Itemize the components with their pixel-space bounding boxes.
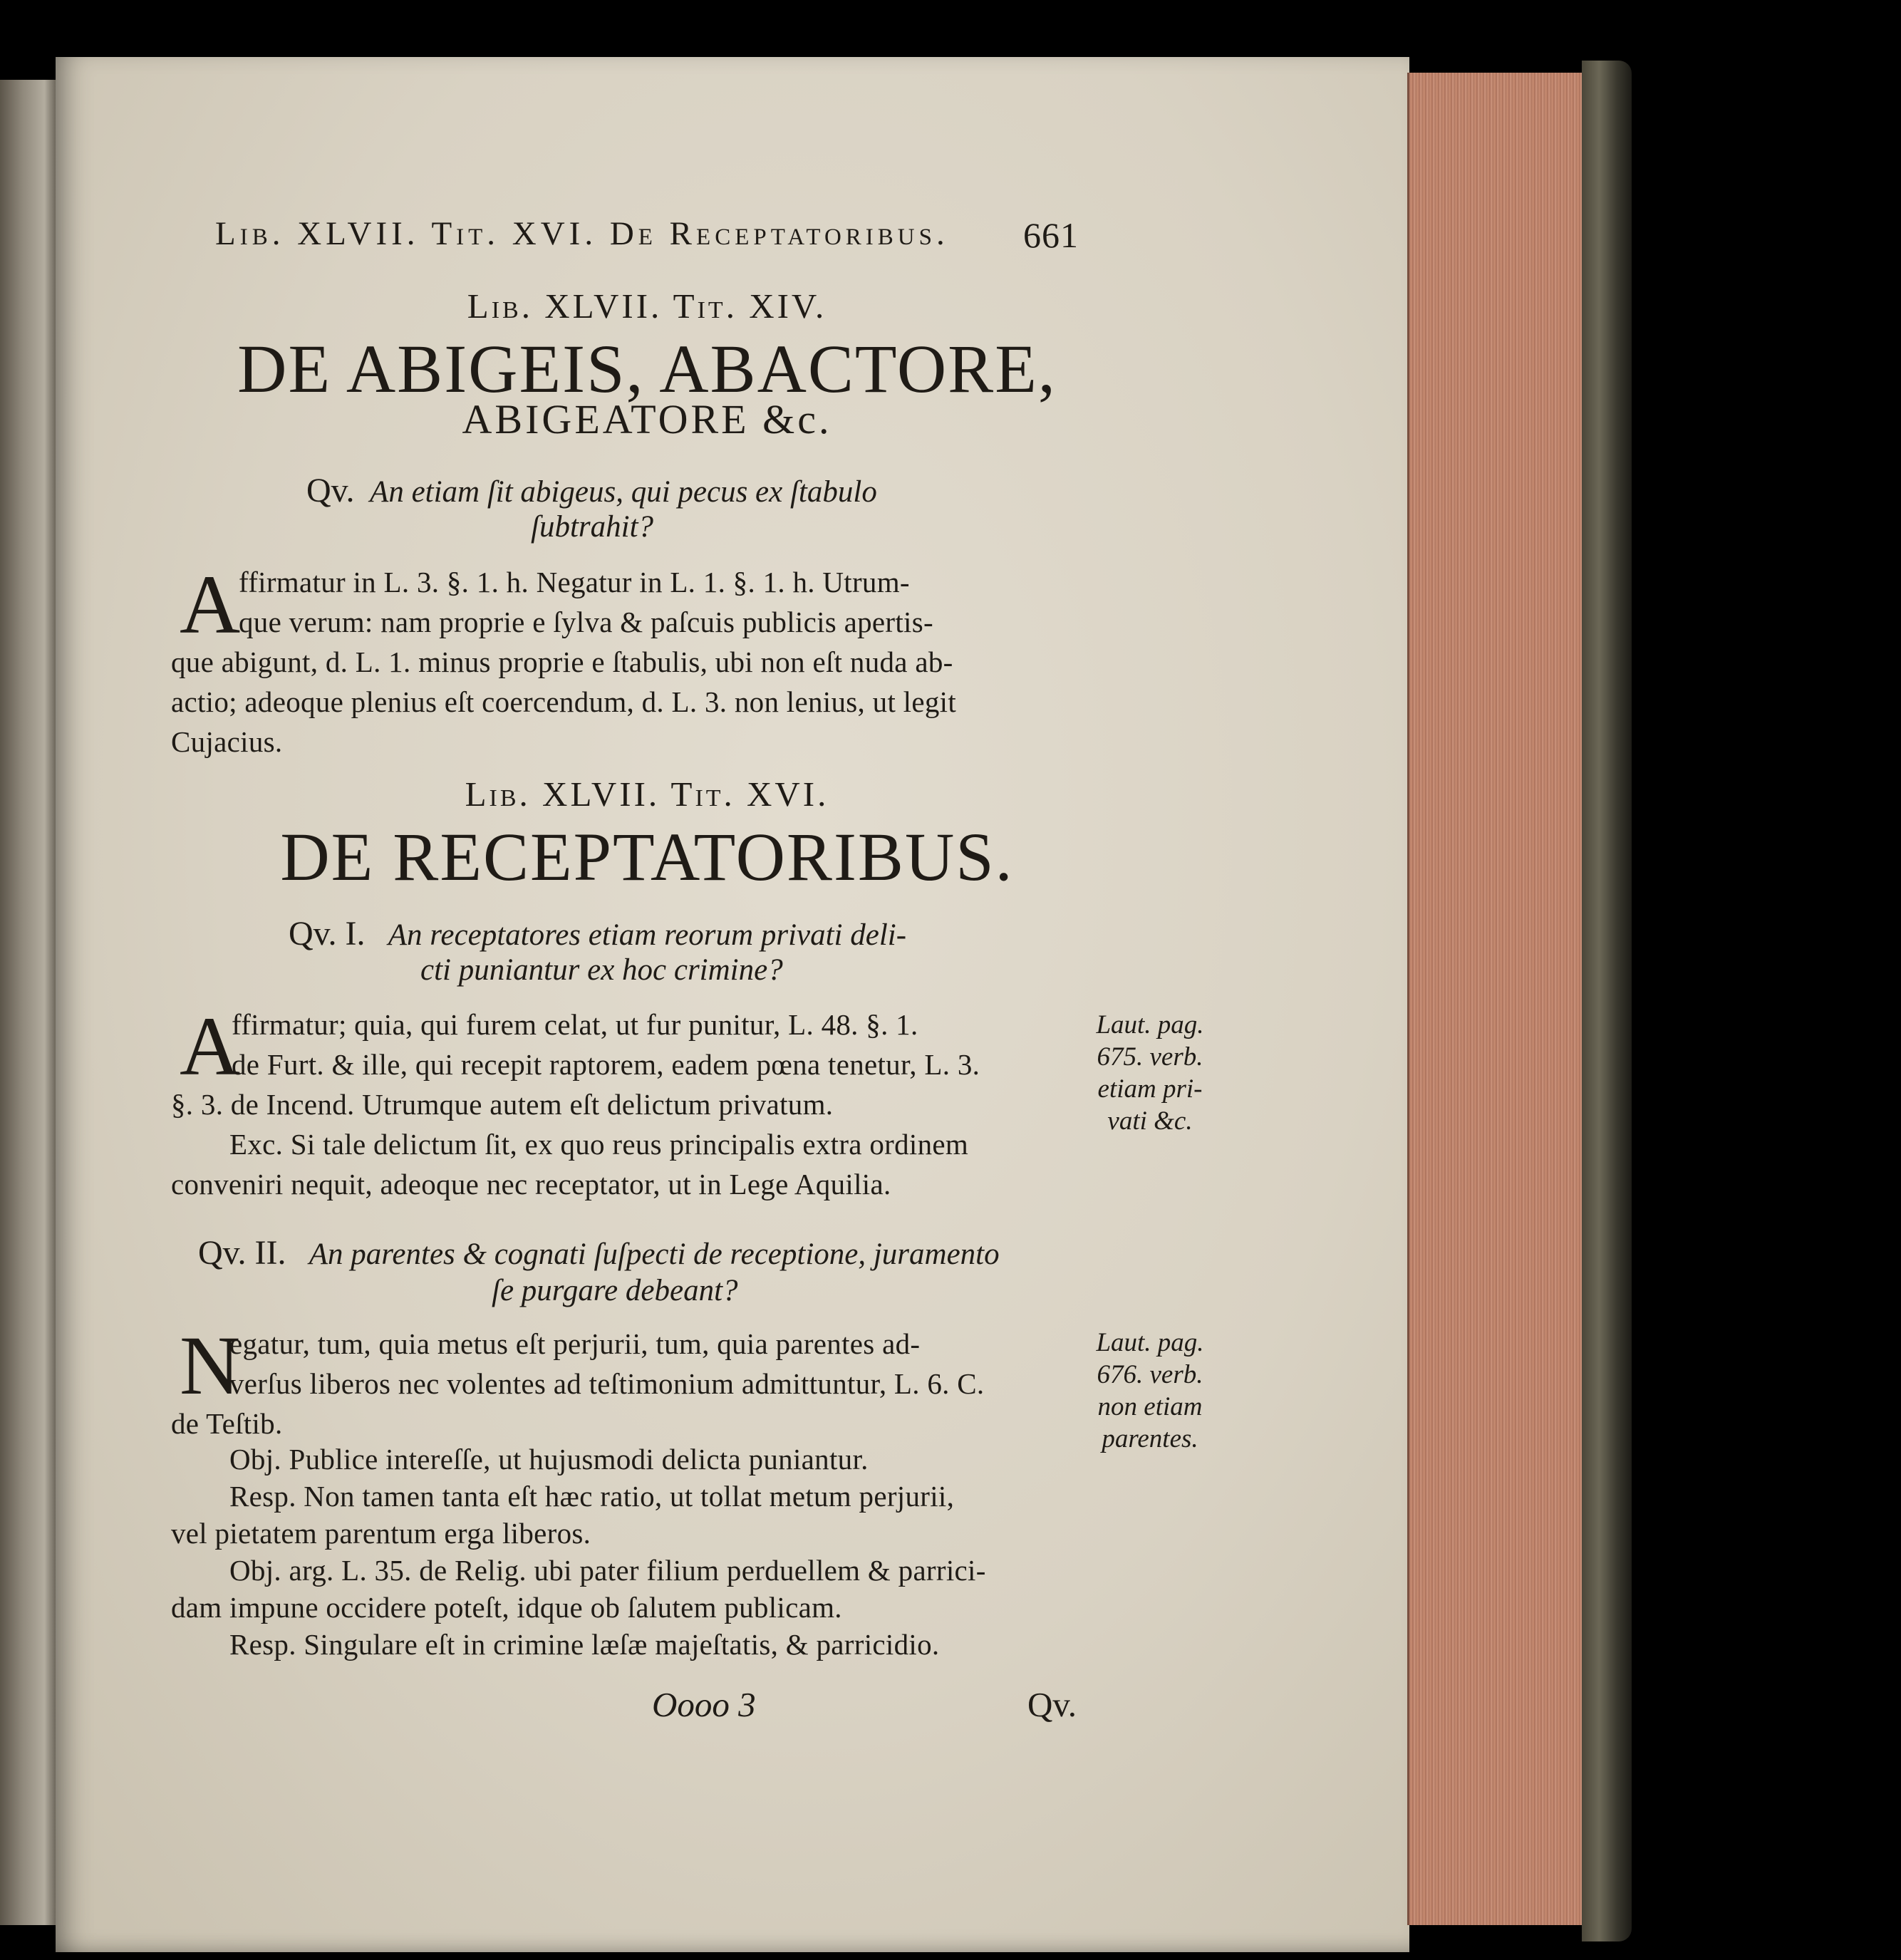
margin-note-line: 676. verb. (1097, 1360, 1203, 1390)
paragraph-line: Exc. Si tale delictum ſit, ex quo reus principalis extra ordinem (229, 1128, 969, 1161)
paragraph-line: de Teſtib. (171, 1407, 283, 1440)
paragraph-line: de Furt. & ille, qui recepit raptorem, eadem pœna tenetur, L. 3. (232, 1048, 980, 1081)
book-title-line: Lib. XLVII. Tit. XIV. (467, 286, 827, 326)
paragraph-line: ffirmatur in L. 3. §. 1. h. Negatur in L. 1. §. 1. h. Utrum- (239, 566, 910, 598)
paragraph-line: Resp. Singulare eſt in crimine læſæ majeſtatis, & parricidio. (229, 1628, 940, 1661)
paragraph-line: que abigunt, d. L. 1. minus proprie e ſtabulis, ubi non eſt nuda ab- (171, 645, 953, 678)
paragraph-line: verſus liberos nec volentes ad teſtimonium admittuntur, L. 6. C. (229, 1367, 985, 1400)
margin-note-line: Laut. pag. (1096, 1010, 1204, 1039)
question-text: An parentes & cognati ſuſpecti de receptione, juramento (309, 1238, 1000, 1271)
signature-mark: Oooo 3 (652, 1685, 756, 1724)
paragraph-line: Obj. Publice intereſſe, ut hujusmodi delicta puniantur. (229, 1443, 869, 1476)
paragraph-line: Cujacius. (171, 725, 283, 758)
margin-note (1079, 1327, 1221, 1456)
paragraph-line: Obj. arg. L. 35. de Relig. ubi pater filium perduellem & parrici- (229, 1554, 986, 1587)
question-label: Qv. II. (198, 1234, 286, 1272)
paragraph-line: Resp. Non tamen tanta eſt hæc ratio, ut tollat metum perjurii, (229, 1480, 955, 1513)
section-heading: DE RECEPTATORIBUS. (280, 819, 1014, 895)
previous-page-edge (0, 80, 56, 1925)
section-subheading: ABIGEATORE &c. (462, 396, 832, 442)
margin-note-line: Laut. pag. (1096, 1328, 1204, 1357)
margin-note-line: parentes. (1102, 1424, 1198, 1454)
page-number: 661 (1023, 215, 1079, 255)
margin-note-line: 675. verb. (1097, 1042, 1203, 1072)
paragraph-line: que verum: nam proprie e ſylva & paſcuis publicis apertis- (239, 606, 933, 638)
question-text: An receptatores etiam reorum privati deli- (388, 918, 907, 952)
paragraph-line: dam impune occidere poteſt, idque ob ſalutem publicam. (171, 1591, 842, 1624)
question-line-2: ſe purgare debeant? (492, 1274, 738, 1307)
drop-cap: A (180, 1000, 241, 1093)
question-text: An etiam ſit abigeus, qui pecus ex ſtabulo (370, 475, 877, 509)
question-line-1 (289, 917, 906, 951)
drop-cap: A (180, 558, 241, 651)
margin-note-line: etiam pri- (1097, 1074, 1203, 1104)
question-label: Qv. (306, 472, 355, 509)
paragraph-line: §. 3. de Incend. Utrumque autem eſt delictum privatum. (171, 1088, 834, 1121)
question-line-1 (306, 474, 877, 508)
paragraph-line: ffirmatur; quia, qui furem celat, ut fur punitur, L. 48. §. 1. (232, 1008, 918, 1041)
paragraph-line: vel pietatem parentum erga liberos. (171, 1517, 591, 1550)
drop-cap: N (180, 1319, 241, 1412)
section-heading: DE ABIGEIS, ABACTORE, (237, 331, 1057, 407)
question-line-1 (198, 1236, 1000, 1270)
question-line-2: cti puniantur ex hoc crimine? (420, 953, 783, 987)
paragraph-line: conveniri nequit, adeoque nec receptator, ut in Lege Aquilia. (171, 1168, 891, 1201)
paragraph-line: egatur, tum, quia metus eſt perjurii, tum, quia parentes ad- (229, 1327, 921, 1360)
paragraph-line: actio; adeoque plenius eſt coercendum, d. L. 3. non lenius, ut legit (171, 685, 957, 718)
margin-note-line: non etiam (1097, 1392, 1203, 1422)
book-title-line: Lib. XLVII. Tit. XVI. (465, 774, 829, 814)
catchword: Qv. (1027, 1685, 1077, 1724)
margin-note (1079, 1009, 1221, 1138)
question-label: Qv. I. (289, 915, 366, 953)
margin-note-line: vati &c. (1107, 1106, 1193, 1136)
page-block-edge (1407, 73, 1584, 1925)
question-line-2: ſubtrahit? (531, 510, 654, 544)
book-cover (1582, 61, 1632, 1941)
running-head-title: Lib. XLVII. Tit. XVI. De Receptatoribus. (215, 215, 949, 252)
